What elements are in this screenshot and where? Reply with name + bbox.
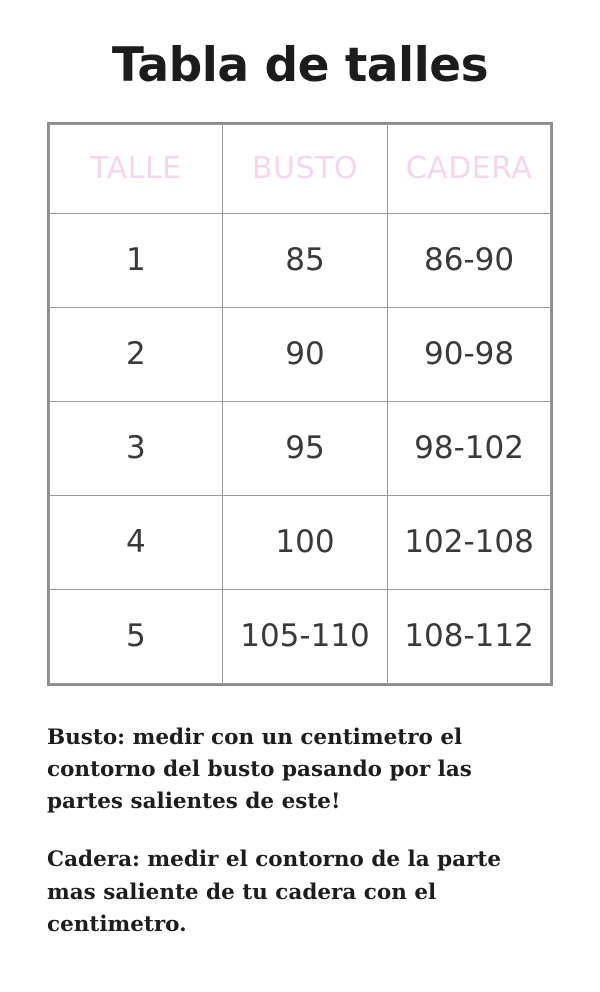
note-cadera: Cadera: medir el contorno de la parte mas saliente de tu cadera con el centimetro. bbox=[47, 847, 502, 937]
table-header-row bbox=[50, 124, 551, 213]
cell-busto: 95 bbox=[222, 401, 387, 495]
cell-busto: 105-110 bbox=[222, 589, 387, 683]
table-row bbox=[50, 213, 551, 307]
cell-talle: 4 bbox=[50, 495, 223, 589]
cell-cadera: 86-90 bbox=[388, 213, 551, 307]
cell-busto: 100 bbox=[222, 495, 387, 589]
size-table bbox=[49, 124, 551, 684]
size-table-container bbox=[47, 122, 553, 686]
cell-cadera: 102-108 bbox=[388, 495, 551, 589]
cell-cadera: 98-102 bbox=[388, 401, 551, 495]
cell-talle: 1 bbox=[50, 213, 223, 307]
table-row bbox=[50, 307, 551, 401]
measurement-notes bbox=[47, 722, 553, 942]
cell-busto: 85 bbox=[222, 213, 387, 307]
cell-busto: 90 bbox=[222, 307, 387, 401]
cell-talle: 5 bbox=[50, 589, 223, 683]
column-header-talle: TALLE bbox=[50, 124, 223, 213]
table-row bbox=[50, 401, 551, 495]
cell-talle: 2 bbox=[50, 307, 223, 401]
cell-cadera: 90-98 bbox=[388, 307, 551, 401]
cell-cadera: 108-112 bbox=[388, 589, 551, 683]
column-header-cadera: CADERA bbox=[388, 124, 551, 213]
column-header-busto: BUSTO bbox=[222, 124, 387, 213]
table-row bbox=[50, 495, 551, 589]
table-row bbox=[50, 589, 551, 683]
page-title: Tabla de talles bbox=[111, 38, 489, 93]
cell-talle: 3 bbox=[50, 401, 223, 495]
note-busto: Busto: medir con un centimetro el contorno del busto pasando por las partes salientes de este! bbox=[47, 724, 472, 815]
